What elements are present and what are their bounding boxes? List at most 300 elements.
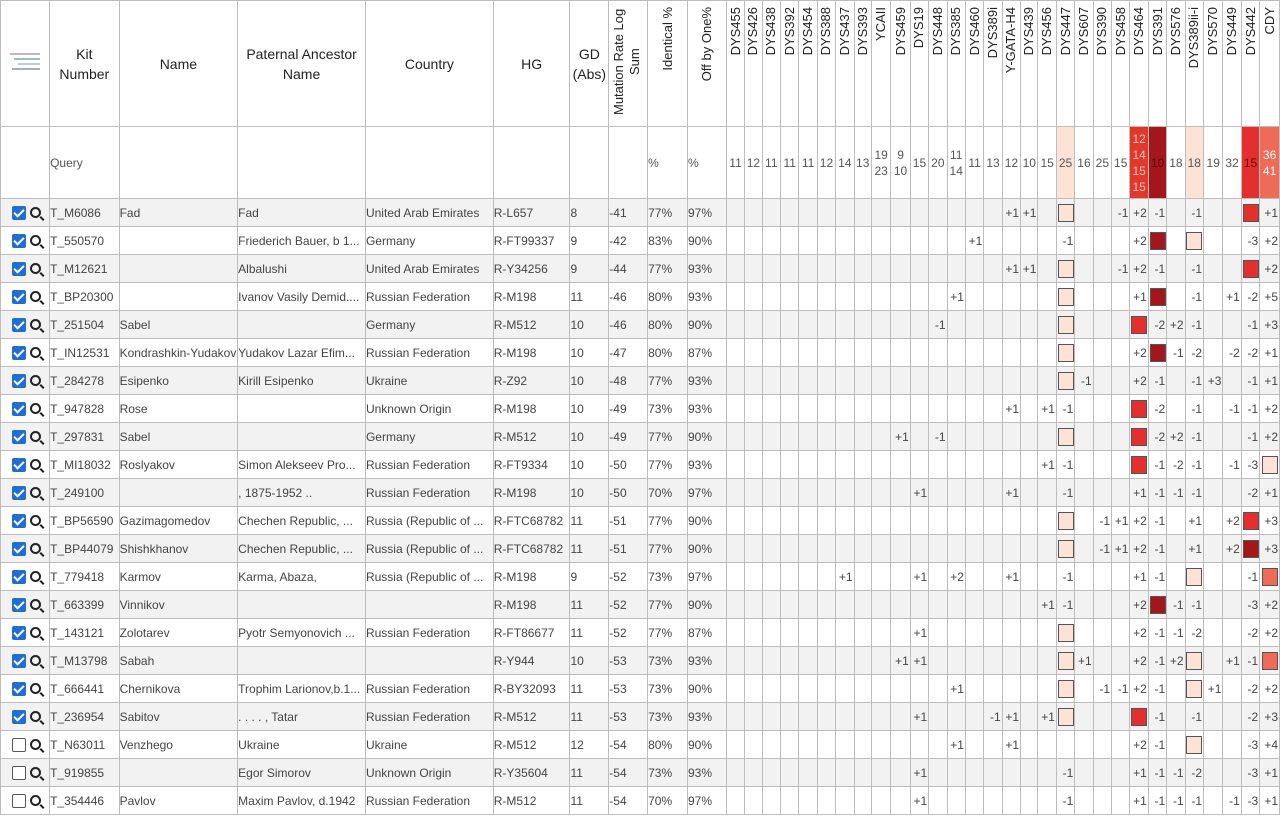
country-cell: Russian Federation <box>365 787 493 815</box>
diff-ycaii <box>871 255 890 283</box>
diff-dys576 <box>1167 507 1185 535</box>
offbyone-cell: 93% <box>687 703 726 731</box>
search-icon[interactable] <box>30 599 41 610</box>
row-checkbox[interactable] <box>12 570 26 584</box>
identical-cell: 70% <box>648 787 688 815</box>
diff-dys389ii-i: -1 <box>1185 395 1203 423</box>
diff-dys388 <box>817 787 835 815</box>
hg-cell: R-M198 <box>493 339 570 367</box>
diff-dys390 <box>1093 759 1111 787</box>
identical-cell: 80% <box>648 311 688 339</box>
identical-header[interactable]: Identical % <box>648 1 688 127</box>
table-row[interactable] <box>1 311 1280 339</box>
marker-header-dys442[interactable]: DYS442 <box>1241 1 1259 127</box>
diff-dys426 <box>745 619 762 647</box>
diff-dys449 <box>1223 255 1241 283</box>
diff-dys390 <box>1093 619 1111 647</box>
diff-dys438 <box>762 227 780 255</box>
search-icon[interactable] <box>30 795 41 806</box>
gd-header[interactable]: GD (Abs) <box>570 1 609 127</box>
hg-cell: R-Y34256 <box>493 255 570 283</box>
marker-header-dys464[interactable]: DYS464 <box>1130 1 1148 127</box>
search-icon[interactable] <box>30 235 41 246</box>
row-checkbox[interactable] <box>12 458 26 472</box>
diff-dys385 <box>947 507 965 535</box>
marker-header-dys393[interactable]: DYS393 <box>854 1 871 127</box>
diff-dys385 <box>947 227 965 255</box>
diff-dys576 <box>1167 367 1185 395</box>
row-select-cell <box>1 619 50 647</box>
search-icon[interactable] <box>30 655 41 666</box>
diff-dys426 <box>745 479 762 507</box>
diff-dys389i <box>984 759 1002 787</box>
query-value-dys392: 11 <box>780 127 798 199</box>
diff-y-gata-h4 <box>1002 423 1020 451</box>
diff-cdy: +2 <box>1260 619 1280 647</box>
diff-dys388 <box>817 731 835 759</box>
diff-dys460 <box>965 731 983 759</box>
diff-dys464: +2 <box>1130 535 1148 563</box>
diff-dys464: +1 <box>1130 283 1148 311</box>
diff-dys570 <box>1204 535 1223 563</box>
mutation-cell: -46 <box>609 311 648 339</box>
ancestor-cell: Kirill Esipenko <box>238 367 366 395</box>
diff-dys438 <box>762 311 780 339</box>
diff-dys458 <box>1112 395 1130 423</box>
row-checkbox[interactable] <box>12 374 26 388</box>
diff-dys390 <box>1093 255 1111 283</box>
diff-dys447 <box>1056 311 1074 339</box>
country-cell: Russian Federation <box>365 675 493 703</box>
diff-dys437 <box>836 199 854 227</box>
diff-dys454 <box>799 339 817 367</box>
diff-indicator <box>1262 456 1278 474</box>
table-row[interactable] <box>1 675 1280 703</box>
diff-dys460 <box>965 703 983 731</box>
query-value-ycaii: 19 23 <box>871 127 890 199</box>
diff-cdy <box>1260 647 1280 675</box>
diff-dys447: -1 <box>1056 227 1074 255</box>
diff-dys460 <box>965 591 983 619</box>
ancestor-cell: Egor Simorov <box>238 759 366 787</box>
search-icon[interactable] <box>30 207 41 218</box>
marker-header-dys576[interactable]: DYS576 <box>1167 1 1185 127</box>
diff-dys570 <box>1204 647 1223 675</box>
search-icon[interactable] <box>30 571 41 582</box>
table-row[interactable] <box>1 451 1280 479</box>
hg-header[interactable]: HG <box>493 1 570 127</box>
diff-dys19 <box>910 199 928 227</box>
table-row[interactable] <box>1 479 1280 507</box>
diff-dys607 <box>1075 675 1093 703</box>
table-row[interactable] <box>1 703 1280 731</box>
marker-header-dys392[interactable]: DYS392 <box>780 1 798 127</box>
diff-dys447 <box>1056 731 1074 759</box>
table-row[interactable] <box>1 507 1280 535</box>
diff-y-gata-h4 <box>1002 227 1020 255</box>
diff-ycaii <box>871 283 890 311</box>
diff-dys455 <box>726 731 744 759</box>
diff-dys389ii-i <box>1185 731 1203 759</box>
diff-dys448 <box>929 619 947 647</box>
diff-dys607 <box>1075 787 1093 815</box>
diff-y-gata-h4: +1 <box>1002 563 1020 591</box>
name-cell <box>119 255 238 283</box>
query-value-dys454: 11 <box>799 127 817 199</box>
diff-dys19: +1 <box>910 647 928 675</box>
diff-dys460 <box>965 423 983 451</box>
diff-indicator <box>1150 288 1166 306</box>
diff-dys389i <box>984 311 1002 339</box>
search-icon[interactable] <box>30 291 41 302</box>
offbyone-cell: 90% <box>687 535 726 563</box>
row-checkbox[interactable] <box>12 794 26 808</box>
query-value-dys448: 20 <box>929 127 947 199</box>
diff-dys385: +1 <box>947 731 965 759</box>
hg-cell: R-M198 <box>493 283 570 311</box>
diff-dys439 <box>1021 731 1038 759</box>
row-checkbox[interactable] <box>12 514 26 528</box>
search-icon[interactable] <box>30 347 41 358</box>
diff-dys576: -1 <box>1167 619 1185 647</box>
row-checkbox[interactable] <box>12 234 26 248</box>
diff-dys442: -1 <box>1241 395 1259 423</box>
diff-dys447 <box>1056 619 1074 647</box>
query-value-dys385: 11 14 <box>947 127 965 199</box>
table-row[interactable] <box>1 339 1280 367</box>
marker-header-dys456[interactable]: DYS456 <box>1038 1 1056 127</box>
diff-dys447: -1 <box>1056 787 1074 815</box>
mutation-cell: -50 <box>609 451 648 479</box>
diff-dys607 <box>1075 311 1093 339</box>
row-select-cell <box>1 787 50 815</box>
diff-dys448 <box>929 647 947 675</box>
row-checkbox[interactable] <box>12 542 26 556</box>
search-icon[interactable] <box>30 767 41 778</box>
tree-column-header[interactable] <box>1 1 50 127</box>
ancestor-cell: Yudakov Lazar Efim... <box>238 339 366 367</box>
diff-dys19 <box>910 591 928 619</box>
row-checkbox[interactable] <box>12 738 26 752</box>
row-checkbox[interactable] <box>12 430 26 444</box>
query-value-dys426: 12 <box>745 127 762 199</box>
diff-dys454 <box>799 787 817 815</box>
query-value-dys389ii-i: 18 <box>1185 127 1203 199</box>
diff-dys438 <box>762 507 780 535</box>
marker-header-dys448[interactable]: DYS448 <box>929 1 947 127</box>
diff-y-gata-h4 <box>1002 311 1020 339</box>
diff-dys19 <box>910 311 928 339</box>
gd-cell: 8 <box>570 199 609 227</box>
diff-dys570 <box>1204 423 1223 451</box>
diff-ycaii <box>871 311 890 339</box>
diff-dys393 <box>854 619 871 647</box>
diff-cdy: +3 <box>1260 311 1280 339</box>
mutation-cell: -52 <box>609 563 648 591</box>
diff-dys449 <box>1223 675 1241 703</box>
search-icon[interactable] <box>30 403 41 414</box>
row-checkbox[interactable] <box>12 682 26 696</box>
diff-dys439 <box>1021 703 1038 731</box>
name-cell <box>119 759 238 787</box>
diff-indicator <box>1131 456 1147 474</box>
name-cell: Esipenko <box>119 367 238 395</box>
diff-dys607 <box>1075 535 1093 563</box>
marker-header-dys449[interactable]: DYS449 <box>1223 1 1241 127</box>
diff-dys385 <box>947 703 965 731</box>
identical-cell: 80% <box>648 283 688 311</box>
row-checkbox[interactable] <box>12 654 26 668</box>
diff-dys390 <box>1093 703 1111 731</box>
table-row[interactable] <box>1 787 1280 815</box>
marker-header-dys437[interactable]: DYS437 <box>836 1 854 127</box>
diff-dys454 <box>799 423 817 451</box>
row-checkbox[interactable] <box>12 318 26 332</box>
diff-indicator <box>1058 540 1074 558</box>
row-select-cell <box>1 535 50 563</box>
diff-dys459: +1 <box>891 647 910 675</box>
kit-number-cell: T_M6086 <box>50 199 120 227</box>
diff-dys442: -1 <box>1241 423 1259 451</box>
search-icon[interactable] <box>30 543 41 554</box>
diff-dys460 <box>965 535 983 563</box>
search-icon[interactable] <box>30 459 41 470</box>
table-row[interactable] <box>1 255 1280 283</box>
diff-dys389i <box>984 675 1002 703</box>
diff-dys458 <box>1112 339 1130 367</box>
marker-header-dys607[interactable]: DYS607 <box>1075 1 1093 127</box>
diff-dys437 <box>836 395 854 423</box>
diff-dys393 <box>854 367 871 395</box>
row-checkbox[interactable] <box>12 262 26 276</box>
table-row[interactable] <box>1 591 1280 619</box>
diff-dys454 <box>799 255 817 283</box>
diff-dys393 <box>854 339 871 367</box>
diff-dys454 <box>799 479 817 507</box>
diff-dys438 <box>762 703 780 731</box>
kit-number-header[interactable]: Kit Number <box>50 1 120 127</box>
marker-header-dys438[interactable]: DYS438 <box>762 1 780 127</box>
marker-header-dys460[interactable]: DYS460 <box>965 1 983 127</box>
off-by-one-header[interactable]: Off by One% <box>687 1 726 127</box>
diff-dys437 <box>836 731 854 759</box>
marker-header-dys439[interactable]: DYS439 <box>1021 1 1038 127</box>
diff-dys448 <box>929 703 947 731</box>
row-checkbox[interactable] <box>12 206 26 220</box>
diff-dys390 <box>1093 199 1111 227</box>
ancestor-cell <box>238 423 366 451</box>
row-checkbox[interactable] <box>12 710 26 724</box>
diff-dys459 <box>891 311 910 339</box>
diff-dys388 <box>817 619 835 647</box>
marker-header-dys570[interactable]: DYS570 <box>1204 1 1223 127</box>
diff-dys576: -1 <box>1167 479 1185 507</box>
row-checkbox[interactable] <box>12 486 26 500</box>
table-row[interactable] <box>1 423 1280 451</box>
marker-header-dys389ii-i[interactable]: DYS389ii-i <box>1185 1 1203 127</box>
diff-dys388 <box>817 367 835 395</box>
diff-cdy <box>1260 563 1280 591</box>
diff-cdy: +2 <box>1260 255 1280 283</box>
country-header[interactable]: Country <box>365 1 493 127</box>
marker-header-dys385[interactable]: DYS385 <box>947 1 965 127</box>
kit-number-cell: T_284278 <box>50 367 120 395</box>
marker-header-dys459[interactable]: DYS459 <box>891 1 910 127</box>
diff-y-gata-h4: +1 <box>1002 395 1020 423</box>
diff-dys439 <box>1021 395 1038 423</box>
marker-header-dys455[interactable]: DYS455 <box>726 1 744 127</box>
diff-dys389i <box>984 507 1002 535</box>
diff-ycaii <box>871 703 890 731</box>
diff-dys570 <box>1204 591 1223 619</box>
diff-dys455 <box>726 591 744 619</box>
diff-dys570 <box>1204 311 1223 339</box>
diff-dys455 <box>726 563 744 591</box>
diff-dys391: -1 <box>1148 563 1166 591</box>
diff-indicator <box>1058 316 1074 334</box>
name-header[interactable]: Name <box>119 1 238 127</box>
diff-dys576: -1 <box>1167 787 1185 815</box>
table-row[interactable] <box>1 619 1280 647</box>
table-row[interactable] <box>1 199 1280 227</box>
diff-indicator <box>1058 372 1074 390</box>
table-row[interactable] <box>1 395 1280 423</box>
diff-y-gata-h4 <box>1002 367 1020 395</box>
diff-dys437 <box>836 227 854 255</box>
diff-dys389i <box>984 647 1002 675</box>
hg-cell: R-FT99337 <box>493 227 570 255</box>
table-row[interactable] <box>1 731 1280 759</box>
diff-dys439 <box>1021 787 1038 815</box>
marker-header-dys390[interactable]: DYS390 <box>1093 1 1111 127</box>
marker-header-dys447[interactable]: DYS447 <box>1056 1 1074 127</box>
search-icon[interactable] <box>30 319 41 330</box>
diff-dys389i <box>984 255 1002 283</box>
table-row[interactable] <box>1 535 1280 563</box>
diff-dys426 <box>745 395 762 423</box>
marker-header-dys388[interactable]: DYS388 <box>817 1 835 127</box>
row-select-cell <box>1 591 50 619</box>
table-row[interactable] <box>1 227 1280 255</box>
marker-header-dys391[interactable]: DYS391 <box>1148 1 1166 127</box>
diff-dys570 <box>1204 703 1223 731</box>
diff-dys449: +1 <box>1223 647 1241 675</box>
diff-dys454 <box>799 451 817 479</box>
diff-dys456 <box>1038 787 1056 815</box>
diff-dys442: -1 <box>1241 367 1259 395</box>
diff-dys385 <box>947 395 965 423</box>
diff-dys393 <box>854 563 871 591</box>
diff-dys447 <box>1056 199 1074 227</box>
row-select-cell <box>1 367 50 395</box>
diff-dys454 <box>799 731 817 759</box>
mutation-rate-header[interactable]: Mutation Rate Log Sum <box>609 1 648 127</box>
search-icon[interactable] <box>30 627 41 638</box>
mutation-cell: -41 <box>609 199 648 227</box>
marker-header-dys454[interactable]: DYS454 <box>799 1 817 127</box>
search-icon[interactable] <box>30 487 41 498</box>
tree-icon[interactable] <box>8 47 42 77</box>
row-checkbox[interactable] <box>12 346 26 360</box>
name-cell: Sabel <box>119 311 238 339</box>
row-checkbox[interactable] <box>12 766 26 780</box>
hg-cell: R-M198 <box>493 479 570 507</box>
diff-dys576 <box>1167 675 1185 703</box>
marker-header-ycaii[interactable]: YCAII <box>871 1 890 127</box>
diff-dys437 <box>836 703 854 731</box>
diff-dys389ii-i: -1 <box>1185 283 1203 311</box>
diff-dys442 <box>1241 535 1259 563</box>
table-row[interactable] <box>1 759 1280 787</box>
diff-dys438 <box>762 563 780 591</box>
diff-dys390 <box>1093 591 1111 619</box>
row-checkbox[interactable] <box>12 290 26 304</box>
diff-dys426 <box>745 367 762 395</box>
diff-dys385 <box>947 647 965 675</box>
diff-dys447 <box>1056 367 1074 395</box>
marker-header-dys458[interactable]: DYS458 <box>1112 1 1130 127</box>
table-row[interactable] <box>1 647 1280 675</box>
marker-header-dys19[interactable]: DYS19 <box>910 1 928 127</box>
diff-dys454 <box>799 311 817 339</box>
diff-indicator <box>1186 652 1202 670</box>
diff-dys458 <box>1112 591 1130 619</box>
marker-header-y-gata-h4[interactable]: Y-GATA-H4 <box>1002 1 1020 127</box>
diff-dys388 <box>817 311 835 339</box>
diff-dys392 <box>780 647 798 675</box>
paternal-ancestor-header[interactable]: Paternal Ancestor Name <box>238 1 366 127</box>
diff-dys442: -2 <box>1241 675 1259 703</box>
diff-dys391: -1 <box>1148 647 1166 675</box>
search-icon[interactable] <box>30 375 41 386</box>
row-checkbox[interactable] <box>12 626 26 640</box>
table-row[interactable] <box>1 563 1280 591</box>
diff-dys456 <box>1038 339 1056 367</box>
search-icon[interactable] <box>30 515 41 526</box>
diff-dys391: -1 <box>1148 199 1166 227</box>
diff-dys438 <box>762 731 780 759</box>
diff-dys391: -1 <box>1148 731 1166 759</box>
search-icon[interactable] <box>30 739 41 750</box>
offbyone-cell: 97% <box>687 479 726 507</box>
table-row[interactable] <box>1 283 1280 311</box>
diff-dys392 <box>780 199 798 227</box>
diff-dys426 <box>745 283 762 311</box>
diff-dys392 <box>780 367 798 395</box>
diff-dys449 <box>1223 423 1241 451</box>
search-icon[interactable] <box>30 683 41 694</box>
marker-header-cdy[interactable]: CDY <box>1260 1 1280 127</box>
search-icon[interactable] <box>30 711 41 722</box>
diff-dys459 <box>891 199 910 227</box>
table-row[interactable] <box>1 367 1280 395</box>
row-checkbox[interactable] <box>12 598 26 612</box>
diff-indicator <box>1058 512 1074 530</box>
name-cell: Pavlov <box>119 787 238 815</box>
search-icon[interactable] <box>30 431 41 442</box>
diff-dys388 <box>817 479 835 507</box>
marker-header-dys426[interactable]: DYS426 <box>745 1 762 127</box>
search-icon[interactable] <box>30 263 41 274</box>
row-select-cell <box>1 451 50 479</box>
marker-header-dys389i[interactable]: DYS389i <box>984 1 1002 127</box>
diff-dys570 <box>1204 759 1223 787</box>
diff-dys437 <box>836 619 854 647</box>
diff-dys455 <box>726 311 744 339</box>
identical-cell: 73% <box>648 675 688 703</box>
row-checkbox[interactable] <box>12 402 26 416</box>
country-cell: Russian Federation <box>365 479 493 507</box>
